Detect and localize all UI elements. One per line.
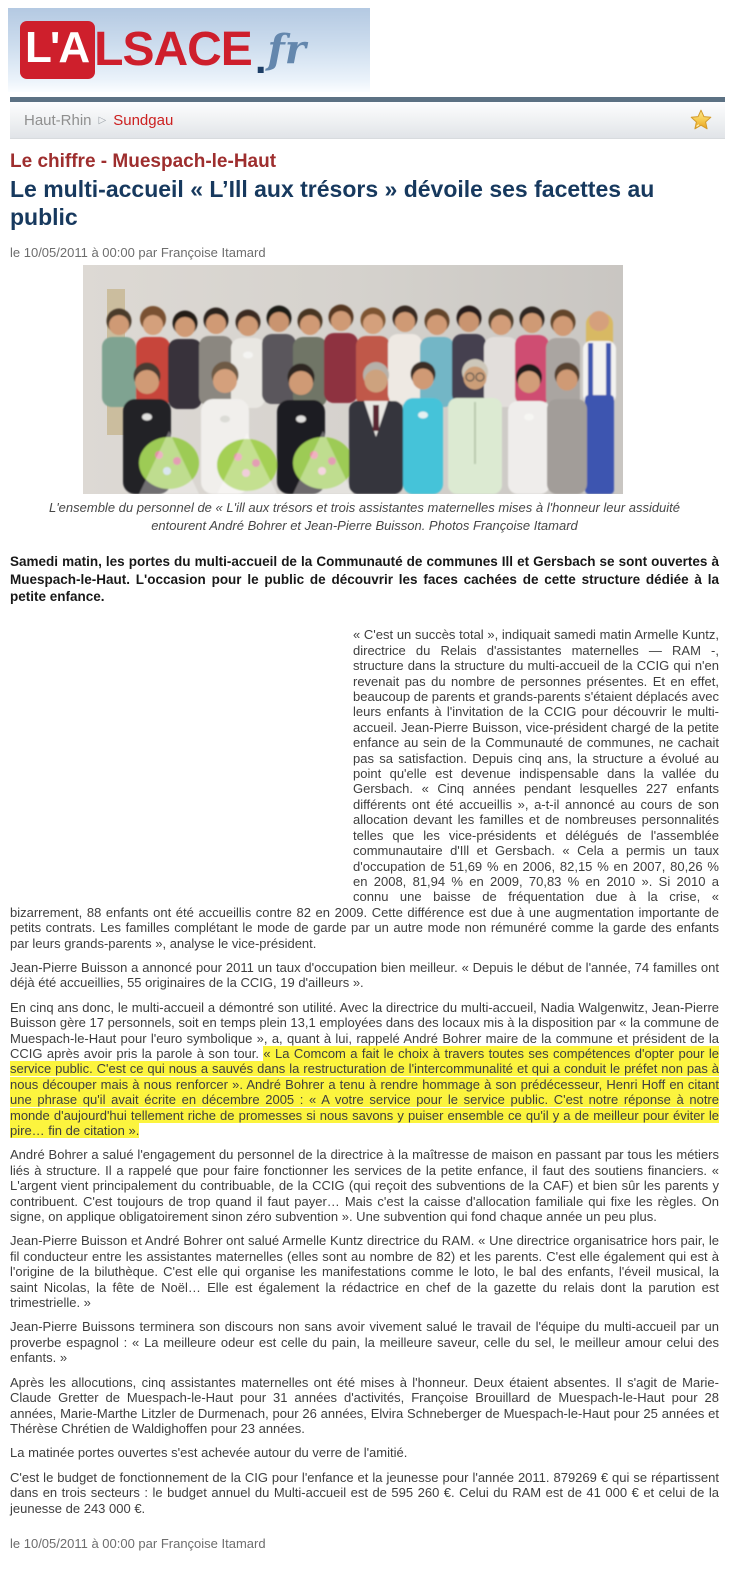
site-logo[interactable] xyxy=(8,8,370,92)
chevron-right-icon: ▷ xyxy=(98,115,107,126)
paragraph-7: Après les allocutions, cinq assistantes maternelles ont été mises à l'honneur. Deux étaient absentes. Il s'agit de Marie-Claude Gretter de Muespach-le-Haut pour 31 années d'activités, Françoise Brouillard de Muespach-le-Haut pour 28 années, Marie-Marthe Litzler de Durmenach, pour 26 années, Elvira Schneberger de Muespach-le-Haut pour 25 années et Thérèse Chrétien de Waldighoffen pour 23 années. xyxy=(10,1374,719,1436)
article-body xyxy=(10,627,719,1516)
article-footer-byline: le 10/05/2011 à 00:00 par Françoise Itamard xyxy=(10,1535,266,1551)
paragraph-1-text: « C'est un succès total », indiquait samedi matin Armelle Kuntz, directrice du Relais d'assistantes maternelles — RAM -, structure dans la structure du multi-accueil de la CCIG qui n'en revenait pas du nombre de personnes présentes. Et en effet, beaucoup de parents et grands-parents s'étaient déplacés avec leurs enfants à l'invitation de la CCIG pour découvrir le multi-accueil. Jean-Pierre Buisson, vice-président chargé de la petite enfance au sein de la Communauté de communes, ne cachait pas sa satisfaction. Depuis cinq ans, la structure a évolué au point qu'elle est devenue indispensable dans la vallée du Gersbach. « Cinq années pendant lesquelles 227 enfants différents ont été accueillis », a-t-il annoncé au cours de son allocation devant les familles et de nombreuses personnalités telles que les vice-présidents et délégués de l'assemblée communautaire d'Ill et Gersbach. « Cela a permis un taux d'occupation de 51,69 % en 2006, 82,15 % en 2007, 80,26 % en 2008, 81,94 % en 2009, 70,83 % en 2010 ». Si 2010 a connu une baisse de fréquentation due à la crise, « bizarrement, 88 enfants ont été accueillis contre 82 en 2009. Cette différence est due à une augmentation importante de petits contrats. Les familles complétant le mode de garde par un autre mode non rémunéré comme la garde des enfants par leurs grands-parents », analyse le vice-président. xyxy=(10,627,720,951)
article-kicker: Le chiffre - Muespach-le-Haut xyxy=(10,151,277,172)
breadcrumb xyxy=(10,102,725,139)
paragraph-2: Jean-Pierre Buisson a annoncé pour 2011 un taux d'occupation bien meilleur. « Depuis le début de l'année, 74 familles ont déjà été accueillies, 55 originaires de la CCIG, 19 d'ailleurs ». xyxy=(10,959,719,991)
bookmark-star-button[interactable] xyxy=(689,108,713,132)
logo-dot: . xyxy=(254,34,267,82)
article-byline: le 10/05/2011 à 00:00 par Françoise Itamard xyxy=(10,245,266,261)
paragraph-8: La matinée portes ouvertes s'est achevée autour du verre de l'amitié. xyxy=(10,1445,408,1461)
article xyxy=(0,151,729,1551)
logo-alsace-text: LSACE xyxy=(94,23,252,76)
article-title: Le multi-accueil « L’Ill aux trésors » dévoile ses facettes au public xyxy=(10,176,655,230)
breadcrumb-sundgau[interactable]: Sundgau xyxy=(113,111,174,129)
breadcrumb-haut-rhin[interactable]: Haut-Rhin xyxy=(24,111,92,129)
logo-fr-text: fr xyxy=(267,26,306,73)
star-icon xyxy=(689,108,713,132)
logo-la-box: L'A xyxy=(20,21,95,79)
paragraph-3-text: En cinq ans donc, le multi-accueil a démontré son utilité. Avec la directrice du multi-accueil, Nadia Walgenwitz, Jean-Pierre Buisson gère 17 personnels, soit en temps plein 13,1 employées dans des locaux mis à la disposition par « la commune de Muespach-le-Haut pour l'euro symbolique », a, quant à lui, rappelé André Bohrer maire de la commune et président de la CCIG après avoir pris la parole à son tour. xyxy=(10,999,719,1061)
paragraph-3 xyxy=(10,1000,719,1139)
paragraph-5: Jean-Pierre Buisson et André Bohrer ont salué Armelle Kuntz directrice du RAM. « Une directrice organisatrice hors pair, le fil conducteur entre les assistantes maternelles (elles sont au nombre de 82) et les parents. C'est elle également qui est à l'origine de la biluthèque. C'est elle qui organise les manifestations comme le loto, le bal des enfants, l'éveil musical, la saint Nicolas, la fête de Noël… Elle est également la rédactrice en chef de la gazette du relais dont la parution est trimestrielle. » xyxy=(10,1233,719,1311)
article-photo xyxy=(83,265,623,494)
article-intro: Samedi matin, les portes du multi-accueil de la Communauté de communes Ill et Gersbach se sont ouvertes à Muespach-le-Haut. L'occasion pour le public de découvrir les faces cachées de cette structure dédiée à la petite enfance. xyxy=(10,553,719,605)
paragraph-6: Jean-Pierre Buissons terminera son discours non sans avoir vivement salué le travail de l'équipe du multi-accueil par un proverbe espagnol : « La meilleure odeur est celle du pain, la meilleure saveur, celle du sel, le meilleur amour celui des enfants. » xyxy=(10,1319,719,1366)
highlighted-quote: « La Comcom a fait le choix à travers toutes ses compétences d'opter pour le service public. C'est ce qui nous a sauvés dans la restructuration de l'intercommunalité et qui a conduit le préfet non pas à nous découper mais à nous renforcer ». André Bohrer a tenu à rendre hommage à son prédécesseur, Henri Hoff en citant une phrase qu'il avait écrite en décembre 2005 : « A votre service pour le service public. C'est notre réponse à notre monde d'aujourd'hui tellement riche de promesses si nous savons y puiser ensemble ce qu'il y a de meilleur pour éviter le pire… fin de citation ». xyxy=(10,1045,720,1139)
paragraph-4: André Bohrer a salué l'engagement du personnel de la directrice à la maîtresse de maison en passant par tous les métiers liés à structure. Il a rappelé que pour faire fonctionner les services de la petite enfance, il faut des soutiens financiers. « L'argent vient principalement du contribuable, de la CCIG (qui reçoit des subventions de la CAF) et bien sûr les parents y contribuent. C'est toujours de trop quand il faut payer… Mais c'est la caisse d'allocation familiale qui fixe les règles. On signe, on applique obligatoirement sinon zéro subvention ». Une subvention qui fond chaque année un peu plus. xyxy=(10,1147,719,1225)
paragraph-1 xyxy=(10,627,719,951)
paragraph-9: C'est le budget de fonctionnement de la CIG pour l'enfance et la jeunesse pour l'année 2011. 879269 € qui se répartissent dans en trois secteurs : le budget annuel du Multi-accueil est de 595 260 €. Celui du RAM est de 41 000 € et celui de la jeunesse de 243 000 €. xyxy=(10,1469,719,1516)
photo-caption: L'ensemble du personnel de « L'ill aux trésors et trois assistantes maternelles mises à l'honneur leur assiduité entourent André Bohrer et Jean-Pierre Buisson. Photos Françoise Itamard xyxy=(48,500,681,534)
ad-placeholder xyxy=(10,627,353,901)
article-figure xyxy=(10,265,719,535)
breadcrumb-trail xyxy=(24,112,173,129)
masthead xyxy=(0,0,729,92)
